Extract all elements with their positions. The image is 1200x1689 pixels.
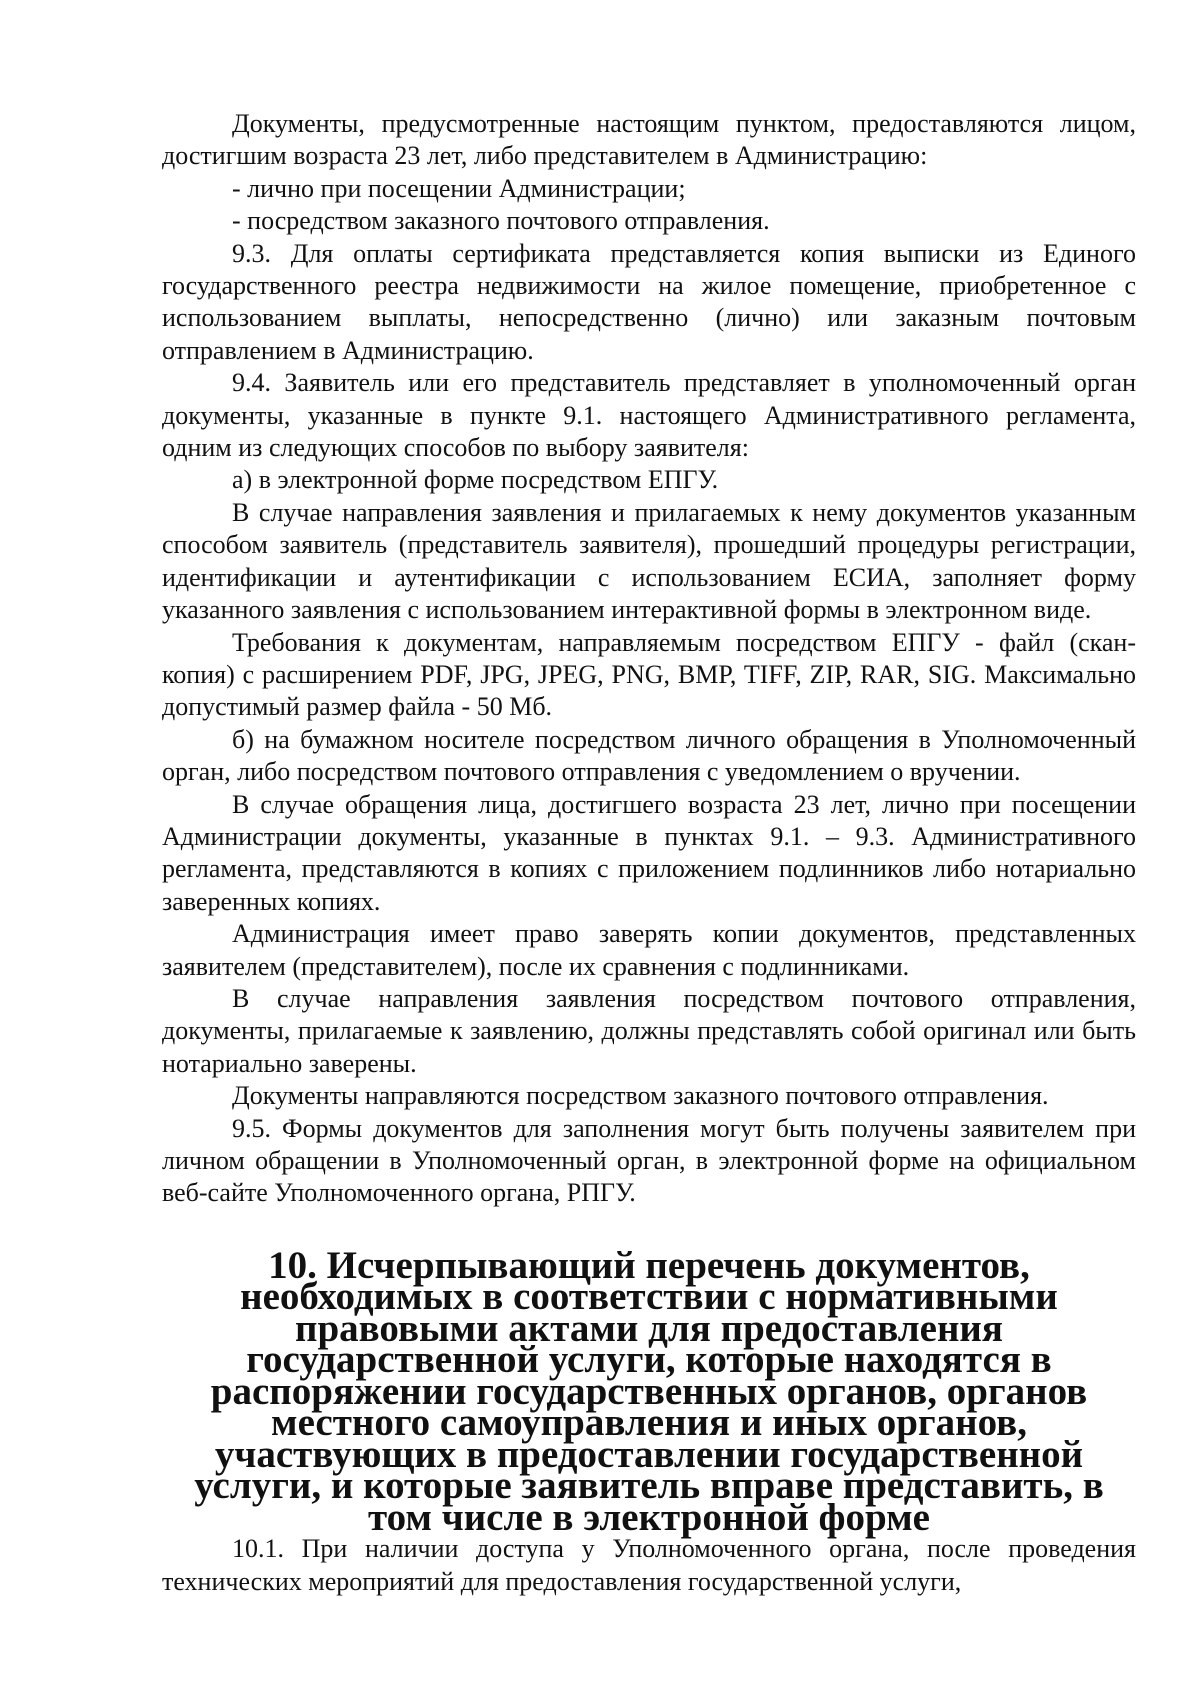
paragraph-9-4-b: б) на бумажном носителе посредством личного обращения в Уполномоченный орган, либо посредством почтового отправления с уведомлением о вручении. bbox=[162, 724, 1136, 787]
paragraph-9-3: 9.3. Для оплаты сертификата представляется копия выписки из Единого государственного реестра недвижимости на жилое помещение, приобретенное с использованием выплаты, непосредственно (лично) или заказным почтовым отправлением в Администрацию. bbox=[162, 238, 1136, 365]
document-page bbox=[162, 108, 1136, 1598]
paragraph-9-4-a: а) в электронной форме посредством ЕПГУ. bbox=[232, 465, 719, 495]
list-item-in-person: - лично при посещении Администрации; bbox=[232, 173, 686, 203]
paragraph-electronic-submission: В случае направления заявления и прилагаемых к нему документов указанным способом заявитель (представитель заявителя), прошедший процедуры регистрации, идентификации и аутентификации с использованием ЕСИА, заполняет форму указанного заявления с использованием интерактивной формы в электронном виде. bbox=[162, 497, 1136, 625]
paragraph-registered-mail: Документы направляются посредством заказного почтового отправления. bbox=[232, 1081, 1049, 1111]
list-item-registered-mail: - посредством заказного почтового отправления. bbox=[232, 206, 770, 236]
paragraph-9-4: 9.4. Заявитель или его представитель представляет в уполномоченный орган документы, указанные в пункте 9.1. настоящего Административного регламента, одним из следующих способов по выбору заявителя: bbox=[162, 368, 1136, 463]
paragraph-documents-provided: Документы, предусмотренные настоящим пунктом, предоставляются лицом, достигшим возраста 23 лет, либо представителем в Администрацию: bbox=[162, 109, 1136, 171]
section-10-heading: 10. Исчерпывающий перечень документов, необходимых в соответствии с нормативными правовыми актами для предоставления государственной услуги, которые находятся в распоряжении государственных органов, органов местного самоуправления и иных органов, участвующих в предоставлении государственной услуги, и которые заявитель вправе представить, в том числе в электронной форме bbox=[194, 1243, 1104, 1539]
paragraph-mail-originals: В случае направления заявления посредством почтового отправления, документы, прилагаемые к заявлению, должны представлять собой оригинал или быть нотариально заверены. bbox=[162, 983, 1136, 1078]
paragraph-personal-visit: В случае обращения лица, достигшего возраста 23 лет, лично при посещении Администрации документы, указанные в пунктах 9.1. – 9.3. Административного регламента, представляются в копиях с приложением подлинников либо нотариально заверенных копиях. bbox=[162, 789, 1136, 916]
paragraph-certify-copies: Администрация имеет право заверять копии документов, представленных заявителем (представителем), после их сравнения с подлинниками. bbox=[162, 919, 1136, 981]
paragraph-file-requirements: Требования к документам, направляемым посредством ЕПГУ - файл (скан-копия) с расширением PDF, JPG, JPEG, PNG, BMP, TIFF, ZIP, RAR, SIG. Максимально допустимый размер файла - 50 Мб. bbox=[162, 627, 1136, 722]
paragraph-10-1: 10.1. При наличии доступа у Уполномоченного органа, после проведения технических мероприятий для предоставления государственной услуги, bbox=[162, 1534, 1136, 1596]
paragraph-9-5: 9.5. Формы документов для заполнения могут быть получены заявителем при личном обращении в Уполномоченный орган, в электронной форме на официальном веб-сайте Уполномоченного органа, РПГУ. bbox=[162, 1113, 1136, 1208]
